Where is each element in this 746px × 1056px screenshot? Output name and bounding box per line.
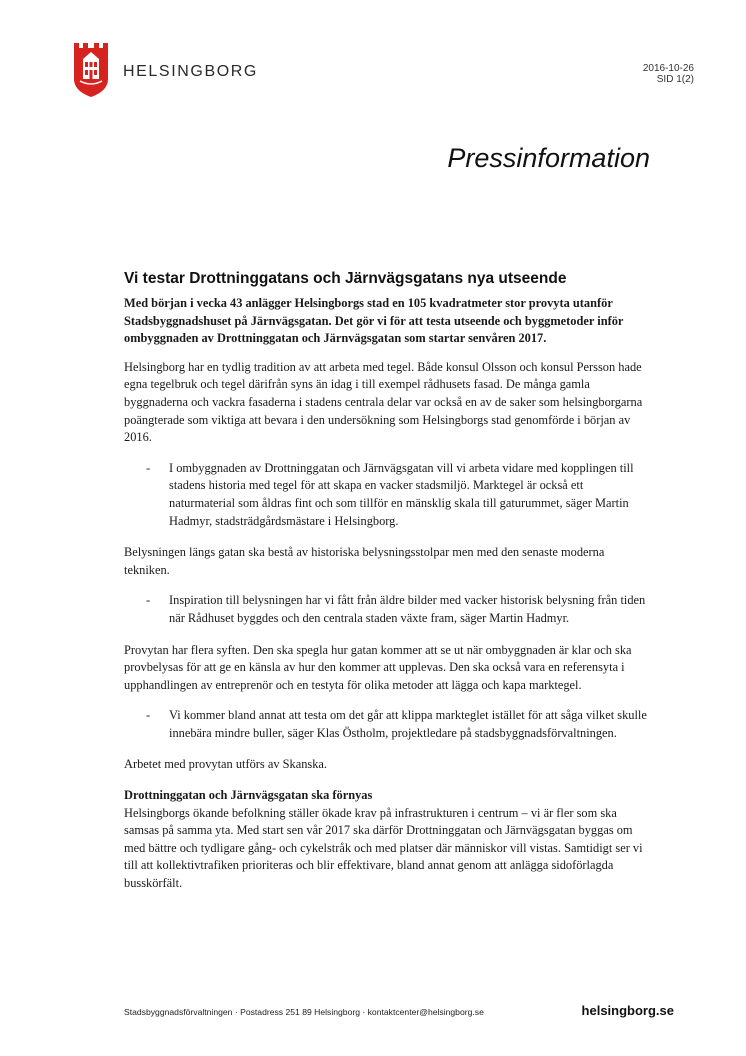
paragraph: Arbetet med provytan utförs av Skanska. (124, 757, 328, 772)
dash-marker: - (146, 460, 151, 475)
footer-contact: Stadsbyggnadsförvaltningen · Postadress 251 89 Helsingborg · kontaktcenter@helsingborg.se (124, 1007, 484, 1017)
logo-wordmark: HELSINGBORG (123, 63, 258, 80)
helsingborg-crest-logo (74, 43, 108, 97)
quote-item (124, 592, 652, 627)
quote-text: Inspiration till belysningen har vi fått från äldre bilder med vacker historisk belysning från tiden när Rådhuset byggdes och den centrala staden växte fram, säger Martin Hadmyr. (169, 593, 646, 625)
paragraph: Helsingborgs ökande befolkning ställer ökade krav på infrastrukturen i centrum – vi är fler som ska samsas på samma yta. Med start sen vår 2017 ska därför Drottninggatan och Järnvägsgatan byggas om med bättre och tydligare gång- och cykelstråk och med platser där människor vill vistas. Samtidigt ser vi till att kollektivtrafiken prioriteras och blir effektivare, bland annat genom att anlägga sidoförlagda busskörfält. (124, 805, 643, 891)
article-body (124, 295, 652, 906)
quote-item (124, 707, 652, 742)
section-subheading: Drottninggatan och Järnvägsgatan ska förnyas (124, 788, 373, 803)
paragraph: Provytan har flera syften. Den ska spegla hur gatan kommer att se ut när ombyggnaden är klar och ska provbelysas för att ge en känsla av hur den kommer att upplevas. Den ska också vara en referensyta i upphandlingen av entreprenör och en testyta för olika metoder att lägga och kapa marktegel. (124, 642, 632, 692)
quote-text: Vi kommer bland annat att testa om det går att klippa markteglet istället för att såga vilket skulle innebära mindre buller, säger Klas Östholm, projektledare på stadsbyggnadsförvaltningen. (169, 708, 647, 740)
paragraph: Helsingborg har en tydlig tradition av att arbeta med tegel. Både konsul Olsson och konsul Persson hade egna tegelbruk och tegel därifrån syns än idag i till exempel rådhusets fasad. De många gamla byggnaderna och vackra fasaderna i stadens centrala delar var också en av de saker som helsingborgarna poängterade som viktiga att bevara i den undersökning som Helsingborgs stad genomförde i början av 2016. (124, 359, 643, 445)
article-title: Vi testar Drottninggatans och Järnvägsgatans nya utseende (124, 270, 567, 287)
document-meta (643, 63, 694, 85)
footer-website: helsingborg.se (581, 1003, 674, 1018)
document-type-heading: Pressinformation (447, 143, 650, 173)
document-date: 2016-10-26 (642, 63, 694, 74)
quote-item (124, 460, 652, 530)
dash-marker: - (146, 708, 151, 723)
dash-marker: - (146, 593, 151, 608)
lead-paragraph: Med början i vecka 43 anlägger Helsingborgs stad en 105 kvadratmeter stor provyta utanför Stadsbyggnadshuset på Järnvägsgatan. Det gör vi för att testa utseende och byggmetoder inför ombyggnaden av Drottninggatan och Järnvägsgatan som startar senvåren 2017. (124, 296, 624, 346)
quote-text: I ombyggnaden av Drottninggatan och Järnvägsgatan vill vi arbeta vidare med kopplingen till stadens historia med tegel för att skapa en vacker stadsmiljö. Marktegel är också ett naturmaterial som åldras fint och som tillför en mänsklig skala till gaturummet, säger Martin Hadmyr, stadsträdgårdsmästare i Helsingborg. (169, 460, 634, 528)
paragraph: Belysningen längs gatan ska bestå av historiska belysningsstolpar men med den senaste moderna tekniken. (124, 545, 605, 577)
page-number: SID 1(2) (656, 74, 694, 85)
